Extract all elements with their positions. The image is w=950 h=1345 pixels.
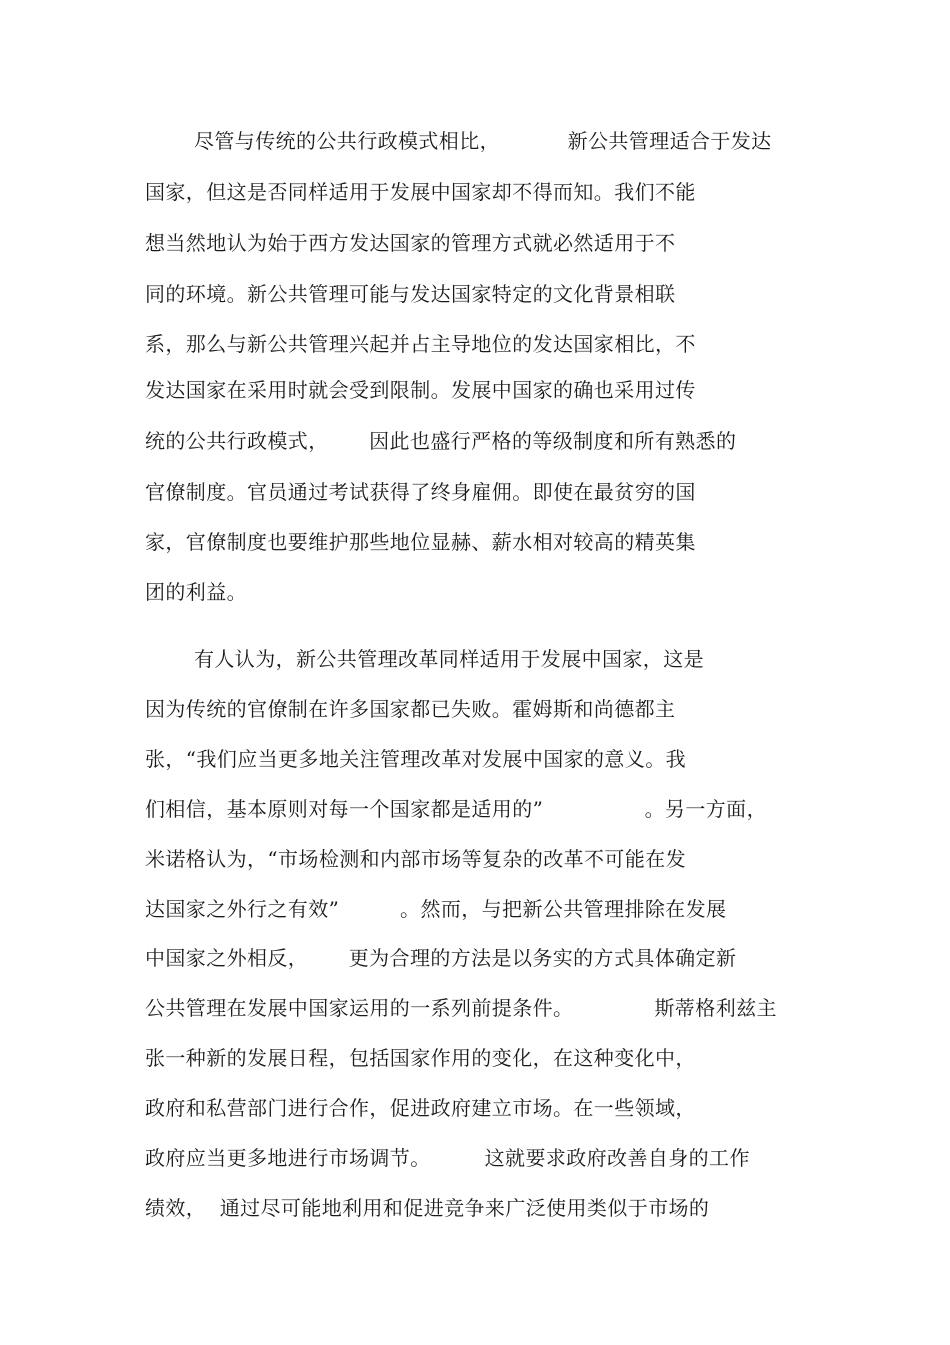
paragraph-line: 公共管理在发展中国家运用的一系列前提条件。 斯蒂格利兹主 <box>145 996 777 1020</box>
paragraph-line: 中国家之外相反， 更为合理的方法是以务实的方式具体确定新 <box>145 946 737 970</box>
paragraph-line: 国家，但这是否同样适用于发展中国家却不得而知。我们不能 <box>145 180 696 204</box>
paragraph-line: 张，“我们应当更多地关注管理改革对发展中国家的意义。我 <box>145 747 687 771</box>
paragraph-line: 政府和私营部门进行合作，促进政府建立市场。在一些领域， <box>145 1096 696 1120</box>
paragraph-line: 张一种新的发展日程，包括国家作用的变化，在这种变化中， <box>145 1046 696 1070</box>
paragraph-line: 想当然地认为始于西方发达国家的管理方式就必然适用于不 <box>145 231 676 255</box>
paragraph-line: 团的利益。 <box>145 580 247 604</box>
paragraph-line: 发达国家在采用时就会受到限制。发展中国家的确也采用过传 <box>145 378 696 402</box>
paragraph-line: 政府应当更多地进行市场调节。 这就要求政府改善自身的工作 <box>145 1146 750 1170</box>
paragraph-line: 尽管与传统的公共行政模式相比， 新公共管理适合于发达 <box>194 129 772 153</box>
paragraph-line: 家，官僚制度也要维护那些地位显赫、薪水相对较高的精英集 <box>145 530 696 554</box>
paragraph-line: 绩效， 通过尽可能地利用和促进竞争来广泛使用类似于市场的 <box>145 1196 710 1220</box>
paragraph-line: 官僚制度。官员通过考试获得了终身雇佣。即使在最贫穷的国 <box>145 480 696 504</box>
paragraph-line: 达国家之外行之有效” 。然而，与把新公共管理排除在发展 <box>145 897 727 921</box>
paragraph-line: 同的环境。新公共管理可能与发达国家特定的文化背景相联 <box>145 282 676 306</box>
paragraph-line: 因为传统的官僚制在许多国家都已失败。霍姆斯和尚德都主 <box>145 697 676 721</box>
paragraph-line: 有人认为，新公共管理改革同样适用于发展中国家，这是 <box>194 647 704 671</box>
paragraph-line: 米诺格认为，“市场检测和内部市场等复杂的改革不可能在发 <box>145 847 687 871</box>
paragraph-line: 们相信，基本原则对每一个国家都是适用的” 。另一方面， <box>145 797 767 821</box>
paragraph-line: 统的公共行政模式， 因此也盛行严格的等级制度和所有熟悉的 <box>145 429 737 453</box>
paragraph-line: 系，那么与新公共管理兴起并占主导地位的发达国家相比，不 <box>145 332 696 356</box>
